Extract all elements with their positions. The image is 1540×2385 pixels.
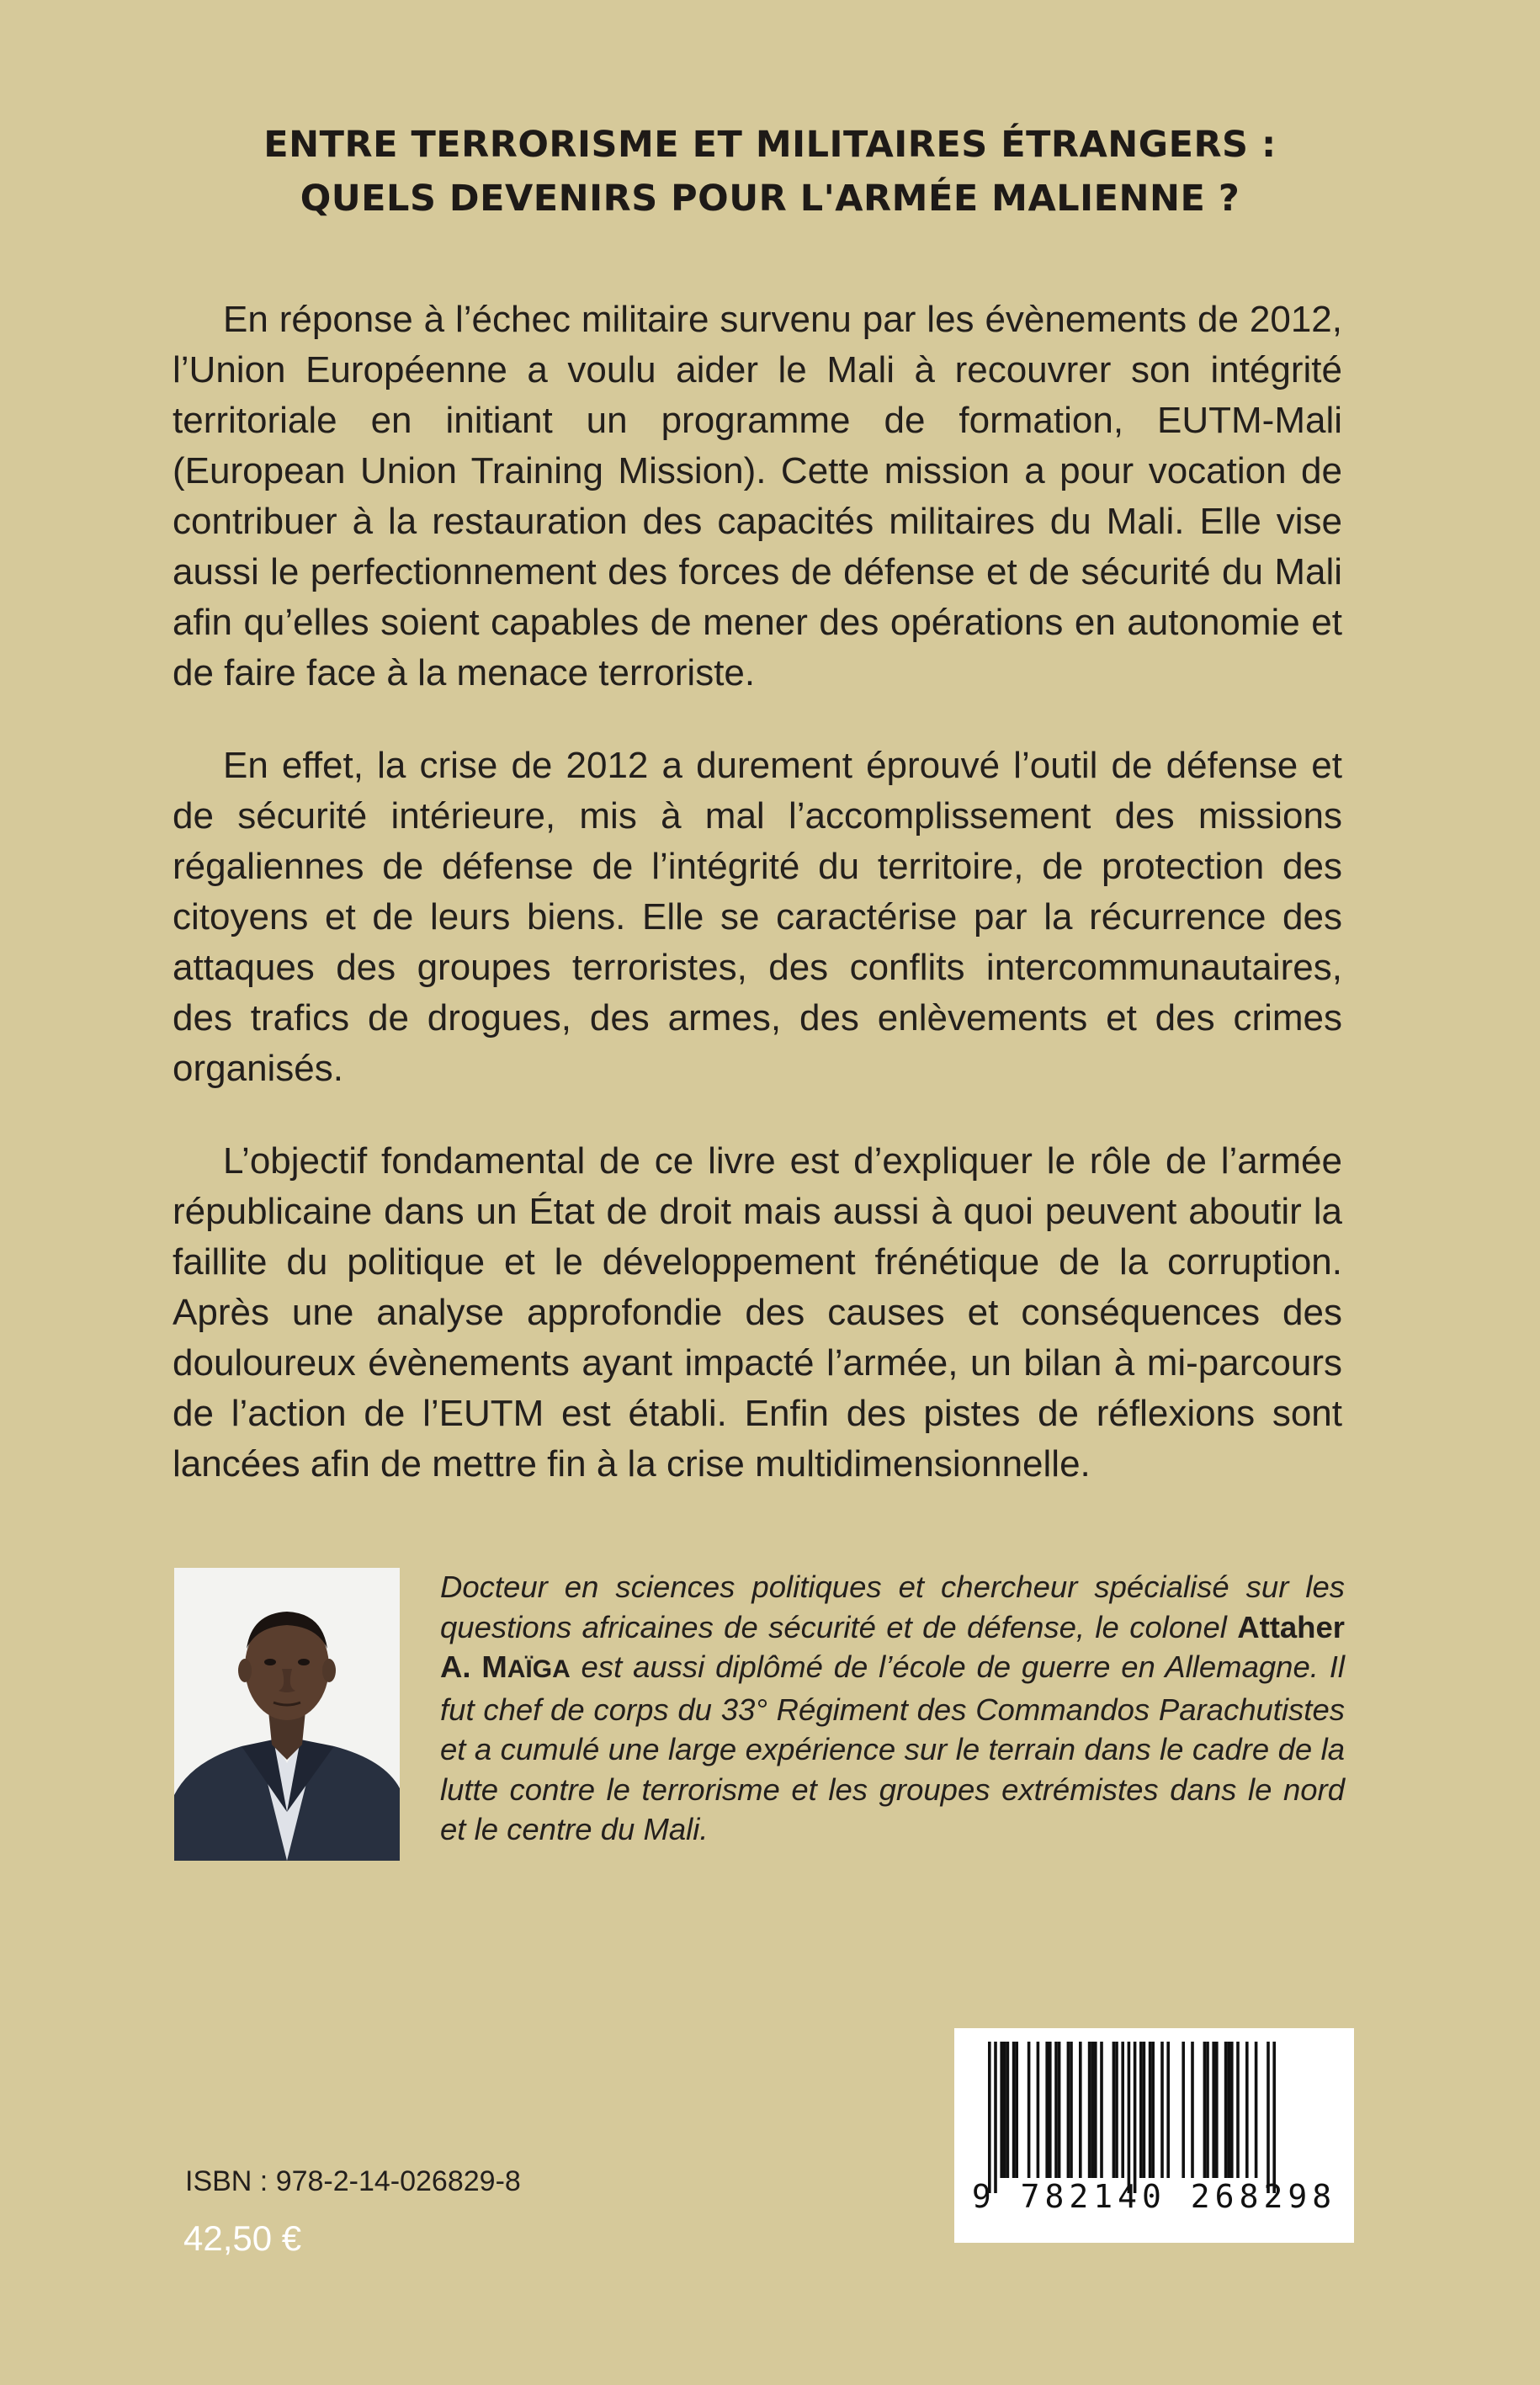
barcode-bar (1049, 2042, 1052, 2178)
barcode-bar (1236, 2042, 1240, 2178)
book-title-line-1: ENTRE TERRORISME ET MILITAIRES ÉTRANGERS : (263, 124, 1277, 166)
barcode-bar (1166, 2042, 1170, 2178)
book-title-line-2: QUELS DEVENIRS POUR L'ARMÉE MALIENNE ? (300, 178, 1240, 220)
barcode-bar (1149, 2042, 1152, 2178)
author-name-small-caps: AÏGA (507, 1655, 571, 1683)
barcode-bar (1028, 2042, 1031, 2178)
barcode-bar (1100, 2042, 1103, 2178)
barcode-bar (1115, 2042, 1118, 2178)
barcode-bar (1182, 2042, 1185, 2178)
barcode-bar (1212, 2042, 1215, 2178)
isbn: ISBN : 978-2-14-026829-8 (185, 2165, 521, 2197)
author-photo (174, 1568, 400, 1861)
blurb (173, 295, 1342, 1532)
barcode-bar (1015, 2042, 1018, 2178)
barcode-bar (1206, 2042, 1209, 2178)
blurb-paragraph-1: En réponse à l’échec militaire survenu par les évènements de 2012, l’Union Européenne a voulu aider le Mali à recouvrer son intégrité territoriale en initiant un programme de formation, EUTM-Mali (European Union Training Mission). Cette mission a pour vocation de contribuer à la restauration des capacités militaires du Mali. Elle vise aussi le perfectionnement des forces de défense et de sécurité du Mali afin qu’elles soient capables de mener des opérations en autonomie et de faire face à la menace terroriste. (173, 299, 1342, 693)
barcode-bar (1070, 2042, 1073, 2178)
barcode-bar (1012, 2042, 1016, 2178)
barcode-bar (1037, 2042, 1040, 2178)
barcode-bar (1227, 2042, 1230, 2178)
barcode-bar (1255, 2042, 1258, 2178)
blurb-paragraph-3: L’objectif fondamental de ce livre est d’expliquer le rôle de l’armée républicaine dans un État de droit mais aussi à quoi peuvent aboutir la faillite du politique et le développement frénétique de la corruption. Après une analyse approfondie des causes et conséquences des douloureux évènements ayant impacté l’armée, un bilan à mi-parcours de l’action de l’EUTM est établi. Enfin des pistes de réflexions sont lancées afin de mettre fin à la crise multidimensionnelle. (173, 1140, 1342, 1485)
book-title (0, 118, 1540, 226)
barcode-bar (1079, 2042, 1082, 2178)
barcode-bar (1139, 2042, 1143, 2178)
barcode-bar (1267, 2042, 1270, 2193)
barcode-bar (1003, 2042, 1006, 2178)
bio-text-after: est aussi diplômé de l’école de guerre en Allemagne. Il fut chef de corps du 33° Régiment des Commandos Parachutistes et a cumulé une large expérience sur le terrain dans le cadre de la lutte contre le terrorisme et les groupes extrémistes dans le nord et le centre du Mali. (440, 1649, 1345, 1846)
barcode-bar (1245, 2042, 1249, 2178)
barcode-bar (1058, 2042, 1061, 2178)
barcode-bar (1094, 2042, 1097, 2178)
barcode-bar (1067, 2042, 1070, 2178)
barcode-bar (1230, 2042, 1234, 2178)
barcode (954, 2028, 1354, 2243)
barcode-bar (1151, 2042, 1155, 2178)
barcode-bar (1191, 2042, 1194, 2178)
price: 42,50 € (183, 2218, 302, 2258)
barcode-bar (1143, 2042, 1146, 2178)
barcode-bar (1160, 2042, 1164, 2178)
bio-text-before: Docteur en sciences politiques et chercheur spécialisé sur les questions africaines de sécurité et de défense, le colonel (440, 1570, 1345, 1644)
author-name: Attaher A. M (440, 1609, 1345, 1684)
barcode-digits: 9 782140 268298 (971, 2178, 1337, 2215)
barcode-bar (1091, 2042, 1094, 2178)
barcode-bar (1045, 2042, 1049, 2178)
barcode-bar (1272, 2042, 1276, 2193)
barcode-bar (1203, 2042, 1207, 2178)
blurb-paragraph-2: En effet, la crise de 2012 a durement éprouvé l’outil de défense et de sécurité intérieure, mis à mal l’accomplissement des missions régaliennes de défense de l’intégrité du territoire, de protection des citoyens et de leurs biens. Elle se caractérise par la récurrence des attaques des groupes terroristes, des conflits intercommunautaires, des trafics de drogues, des armes, des enlèvements et des crimes organisés. (173, 745, 1342, 1089)
barcode-bar (1088, 2042, 1091, 2178)
barcode-bar (1134, 2042, 1137, 2193)
barcode-bar (1128, 2042, 1131, 2193)
barcode-bar (1215, 2042, 1219, 2178)
barcode-bar (1121, 2042, 1124, 2178)
barcode-bar (994, 2042, 997, 2193)
barcode-bar (1224, 2042, 1228, 2178)
barcode-bar (1054, 2042, 1058, 2178)
barcode-bar (1000, 2042, 1003, 2178)
author-bio (440, 1567, 1345, 1850)
barcode-bar (988, 2042, 991, 2193)
barcode-bar (1113, 2042, 1116, 2178)
barcode-bar (1006, 2042, 1010, 2178)
